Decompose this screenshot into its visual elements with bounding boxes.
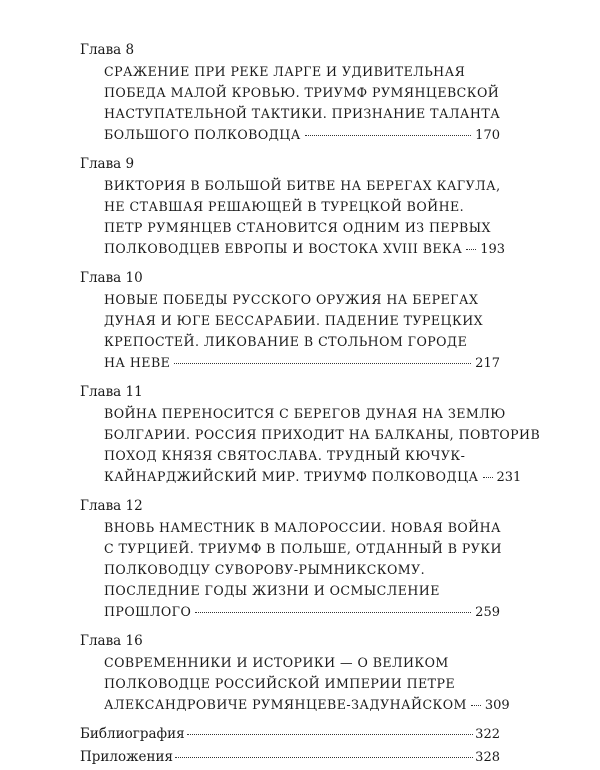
- chapter-title-line: [104, 124, 500, 145]
- chapter-title-line: [104, 466, 522, 487]
- chapter-title-line: БОЛГАРИИ. РОССИЯ ПРИХОДИТ НА БАЛКАНЫ, ПОВТОРИВ: [104, 427, 541, 442]
- chapter-title-line: ПОЛКОВОДЦУ СУВОРОВУ-РЫМНИКСКОМУ.: [104, 562, 426, 577]
- chapter-label: Глава 16: [80, 633, 143, 649]
- dot-leader: [471, 705, 481, 706]
- chapter-title-line: ВНОВЬ НАМЕСТНИК В МАЛОРОССИИ. НОВАЯ ВОЙНА: [104, 520, 502, 535]
- chapter-list: [80, 40, 541, 715]
- chapter-title-line: СРАЖЕНИЕ ПРИ РЕКЕ ЛАРГЕ И УДИВИТЕЛЬНАЯ: [104, 64, 466, 79]
- toc-chapter: [80, 154, 506, 259]
- dot-leader: [466, 249, 476, 250]
- chapter-label: Глава 9: [80, 156, 135, 172]
- chapter-title-line: ВИКТОРИЯ В БОЛЬШОЙ БИТВЕ НА БЕРЕГАХ КАГУЛА,: [104, 178, 501, 193]
- chapter-title: [80, 289, 500, 373]
- chapter-title: [80, 61, 500, 145]
- chapter-title-line: [104, 238, 506, 259]
- page-number: 193: [480, 242, 506, 257]
- back-matter-list: [80, 724, 500, 768]
- chapter-title-line: С ТУРЦИЕЙ. ТРИУМФ В ПОЛЬШЕ, ОТДАННЫЙ В РУКИ: [104, 541, 502, 556]
- entry-label: Приложения: [80, 749, 174, 765]
- page-number: 217: [475, 356, 500, 371]
- chapter-title-line: [104, 601, 500, 622]
- table-of-contents: [80, 40, 541, 770]
- chapter-title-line: ПОБЕДА МАЛОЙ КРОВЬЮ. ТРИУМФ РУМЯНЦЕВСКОЙ: [104, 85, 500, 100]
- dot-leader: [305, 135, 471, 136]
- chapter-title-text: ПОЛКОВОДЦЕВ ЕВРОПЫ И ВОСТОКА XVIII ВЕКА: [104, 241, 463, 256]
- chapter-title-text: АЛЕКСАНДРОВИЧЕ РУМЯНЦЕВЕ-ЗАДУНАЙСКОМ: [104, 697, 467, 712]
- toc-chapter: [80, 496, 500, 622]
- chapter-label: Глава 10: [80, 270, 143, 286]
- chapter-title-line: ДУНАЯ И ЮГЕ БЕССАРАБИИ. ПАДЕНИЕ ТУРЕЦКИХ: [104, 313, 484, 328]
- page-number: 322: [475, 727, 500, 742]
- chapter-title-text: НА НЕВЕ: [104, 355, 171, 370]
- dot-leader: [483, 477, 493, 478]
- chapter-title-line: НАСТУПАТЕЛЬНОЙ ТАКТИКИ. ПРИЗНАНИЕ ТАЛАНТА: [104, 106, 501, 121]
- chapter-title-line: ПОСЛЕДНИЕ ГОДЫ ЖИЗНИ И ОСМЫСЛЕНИЕ: [104, 583, 440, 598]
- dot-leader: [187, 734, 474, 735]
- chapter-title-line: [104, 352, 500, 373]
- chapter-title-line: ПЕТР РУМЯНЦЕВ СТАНОВИТСЯ ОДНИМ ИЗ ПЕРВЫХ: [104, 220, 491, 235]
- chapter-title-text: ПРОШЛОГО: [104, 604, 192, 619]
- chapter-label: Глава 12: [80, 498, 143, 514]
- toc-chapter: [80, 631, 510, 715]
- chapter-title: [80, 652, 510, 715]
- chapter-title-line: [104, 694, 510, 715]
- chapter-title: [80, 175, 506, 259]
- chapter-title-line: НЕ СТАВШАЯ РЕШАЮЩЕЙ В ТУРЕЦКОЙ ВОЙНЕ.: [104, 199, 465, 214]
- chapter-title-text: КАЙНАРДЖИЙСКИЙ МИР. ТРИУМФ ПОЛКОВОДЦА: [104, 469, 479, 484]
- toc-entry: [80, 747, 500, 768]
- toc-entry: [80, 724, 500, 745]
- page-number: 259: [475, 605, 500, 620]
- page-number: 231: [496, 470, 522, 485]
- dot-leader: [175, 757, 473, 758]
- toc-chapter: [80, 40, 500, 145]
- chapter-label: Глава 8: [80, 42, 135, 58]
- dot-leader: [195, 612, 471, 613]
- dot-leader: [174, 363, 471, 364]
- chapter-label: Глава 11: [80, 384, 143, 400]
- toc-chapter: [80, 268, 500, 373]
- chapter-title: [80, 403, 541, 487]
- page-number: 170: [475, 128, 500, 143]
- chapter-title-line: ПОЛКОВОДЦЕ РОССИЙСКОЙ ИМПЕРИИ ПЕТРЕ: [104, 676, 456, 691]
- chapter-title-line: НОВЫЕ ПОБЕДЫ РУССКОГО ОРУЖИЯ НА БЕРЕГАХ: [104, 292, 479, 307]
- chapter-title: [80, 517, 500, 622]
- chapter-title-line: ВОЙНА ПЕРЕНОСИТСЯ С БЕРЕГОВ ДУНАЯ НА ЗЕМЛЮ: [104, 406, 506, 421]
- page-number: 309: [484, 698, 510, 713]
- entry-label: Библиография: [80, 726, 185, 742]
- page-number: 328: [475, 750, 500, 765]
- chapter-title-line: СОВРЕМЕННИКИ И ИСТОРИКИ — О ВЕЛИКОМ: [104, 655, 449, 670]
- chapter-title-line: КРЕПОСТЕЙ. ЛИКОВАНИЕ В СТОЛЬНОМ ГОРОДЕ: [104, 334, 468, 349]
- toc-chapter: [80, 382, 541, 487]
- chapter-title-line: ПОХОД КНЯЗЯ СВЯТОСЛАВА. ТРУДНЫЙ КЮЧУК-: [104, 448, 466, 463]
- chapter-title-text: БОЛЬШОГО ПОЛКОВОДЦА: [104, 127, 301, 142]
